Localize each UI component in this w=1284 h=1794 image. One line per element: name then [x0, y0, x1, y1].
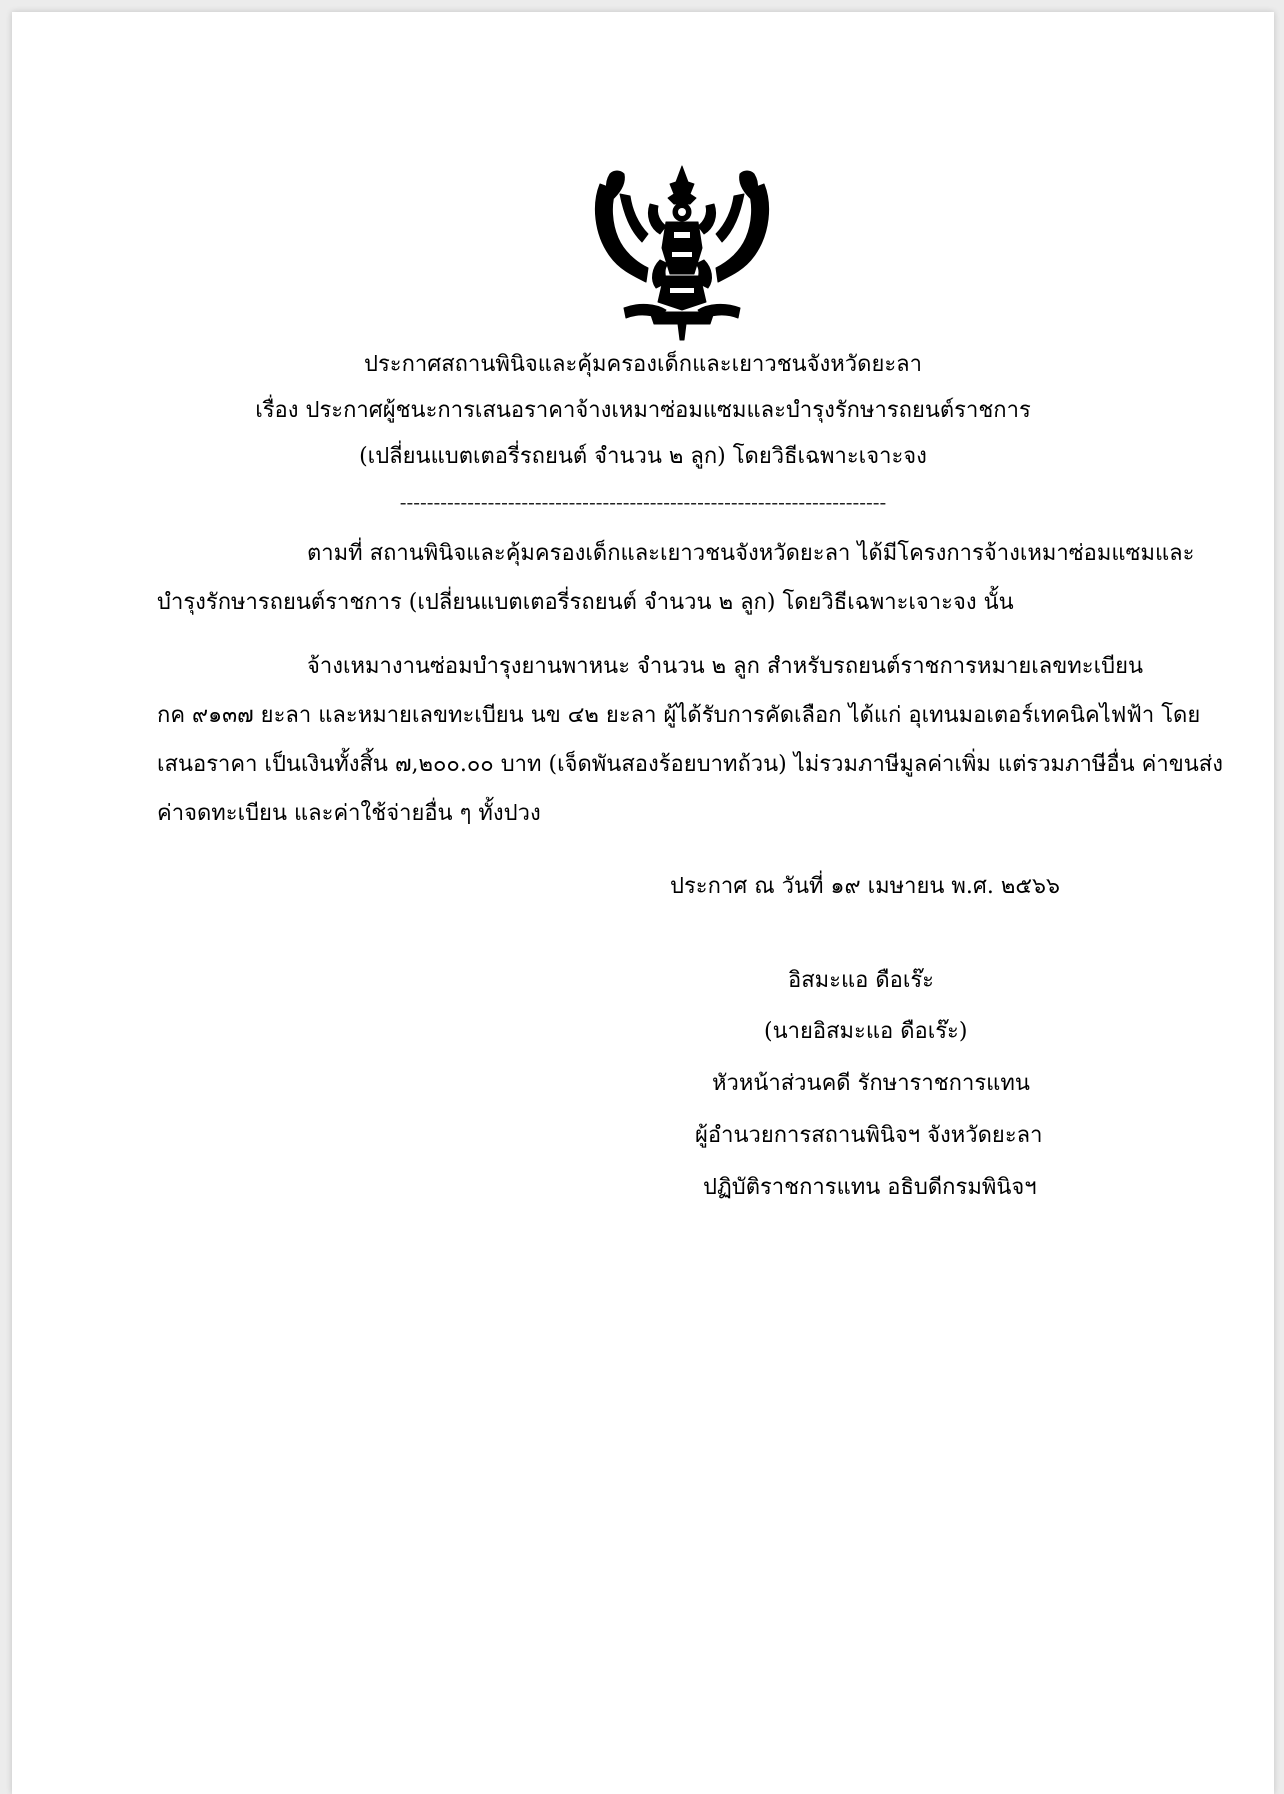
signer-position-2: ผู้อำนวยการสถานพินิจฯ จังหวัดยะลา: [695, 1123, 1043, 1148]
paragraph-line: กค ๙๑๓๗ ยะลา และหมายเลขทะเบียน นข ๔๒ ยะลา ผู้ได้รับการคัดเลือก ได้แก่ อุเทนมอเตอร์เทคนิคไฟฟ้า โดย: [157, 703, 1201, 728]
paragraph-winner: [157, 642, 1223, 838]
paragraph-line: บำรุงรักษารถยนต์ราชการ (เปลี่ยนแบตเตอรี่รถยนต์ จำนวน ๒ ลูก) โดยวิธีเฉพาะเจาะจง นั้น: [157, 590, 1014, 615]
announcement-subject: เรื่อง ประกาศผู้ชนะการเสนอราคาจ้างเหมาซ่อมแซมและบำรุงรักษารถยนต์ราชการ: [255, 398, 1031, 423]
garuda-emblem-icon: [590, 164, 774, 342]
announcement-date: ประกาศ ณ วันที่ ๑๙ เมษายน พ.ศ. ๒๕๖๖: [670, 874, 1060, 899]
document-page: [12, 12, 1274, 1794]
paragraph-background: [157, 529, 1202, 627]
announcement-title: ประกาศสถานพินิจและคุ้มครองเด็กและเยาวชนจังหวัดยะลา: [363, 352, 922, 377]
paragraph-line: ค่าจดทะเบียน และค่าใช้จ่ายอื่น ๆ ทั้งปวง: [157, 801, 541, 826]
signer-position-1: หัวหน้าส่วนคดี รักษาราชการแทน: [712, 1071, 1030, 1096]
signer-position-3: ปฏิบัติราชการแทน อธิบดีกรมพินิจฯ: [703, 1175, 1037, 1200]
announcement-subject-detail: (เปลี่ยนแบตเตอรี่รถยนต์ จำนวน ๒ ลูก) โดยวิธีเฉพาะเจาะจง: [359, 444, 927, 469]
paragraph-line: จ้างเหมางานซ่อมบำรุงยานพาหนะ จำนวน ๒ ลูก สำหรับรถยนต์ราชการหมายเลขทะเบียน: [307, 654, 1143, 679]
signature-fullname: (นายอิสมะแอ ดือเร๊ะ): [764, 1019, 968, 1044]
signature-name: อิสมะแอ ดือเร๊ะ: [788, 968, 934, 993]
paragraph-line: ตามที่ สถานพินิจและคุ้มครองเด็กและเยาวชนจังหวัดยะลา ได้มีโครงการจ้างเหมาซ่อมแซมและ: [307, 541, 1195, 566]
divider-line: ------------------------------------------------------------------------: [399, 490, 887, 514]
paragraph-line: เสนอราคา เป็นเงินทั้งสิ้น ๗,๒๐๐.๐๐ บาท (เจ็ดพันสองร้อยบาทถ้วน) ไม่รวมภาษีมูลค่าเพิ่ม แต่รวมภาษีอื่น ค่าขนส่ง: [157, 752, 1223, 777]
